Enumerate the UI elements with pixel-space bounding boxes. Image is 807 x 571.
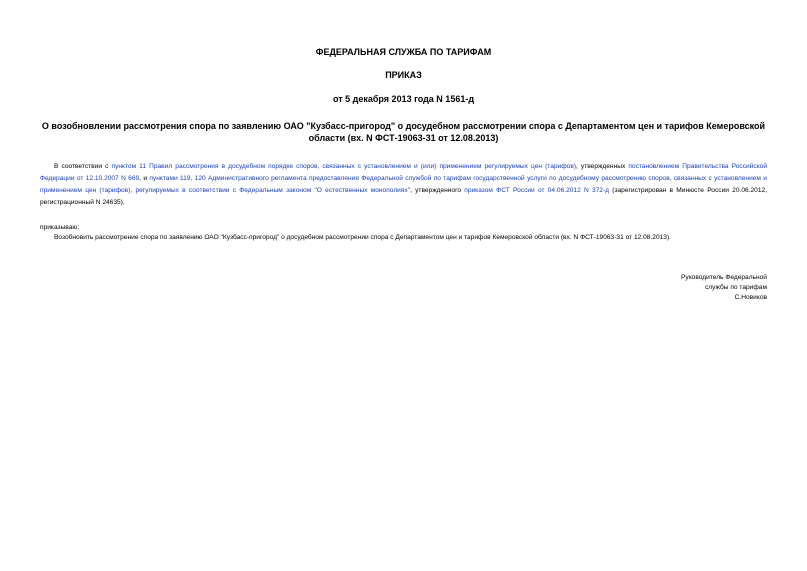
link-point-11[interactable]: пунктом 11	[111, 163, 147, 170]
signature-block	[681, 273, 767, 303]
body-paragraph	[40, 161, 767, 209]
agency-title: ФЕДЕРАЛЬНАЯ СЛУЖБА ПО ТАРИФАМ	[315, 47, 492, 57]
body-text: (зарегистрирован в Минюсте России 20.06.2012, регистрационный N 24635),	[40, 187, 767, 206]
signature-position: Руководитель Федеральной	[681, 274, 767, 281]
body-text: , утвержденных	[576, 163, 629, 170]
order-text: Возобновить рассмотрение спора по заявлению ОАО "Кузбасс-пригород" о досудебном рассмотрении спора с Департаментом цен и тарифов Кемеровской области (вх. N ФСТ-19063-31 от 12.08.2013).	[54, 234, 671, 241]
document-subject: О возобновлении рассмотрения спора по заявлению ОАО "Кузбасс-пригород" о досудебном рассмотрении спора с Департаментом цен и тарифов Кемеровской области (вх. N ФСТ-19063-31 от 12.08.2013)	[41, 121, 766, 143]
signature-service: службы по тарифам	[704, 284, 767, 291]
link-fst-order[interactable]: приказом ФСТ России от 04.06.2012 N 372-д	[464, 187, 610, 194]
body-text: В соответствии с	[54, 163, 112, 170]
body-text: , и	[139, 175, 150, 182]
document-type: ПРИКАЗ	[385, 70, 422, 80]
link-rules[interactable]: Правил рассмотрения в досудебном порядке споров, связанных с установлением и (или) применением регулируемых цен (тарифов)	[149, 163, 577, 170]
body-text: , утвержденного	[410, 187, 465, 194]
signature-name: С.Новиков	[734, 294, 767, 301]
order-word: приказываю:	[40, 224, 80, 231]
link-government-resolution[interactable]: постановлением Правительства Российской Федерации от 12.10.2007 N 669	[40, 163, 767, 182]
link-admin-regulation[interactable]: пунктами 119, 120 Административного регламента предоставления Федеральной службой по тарифам государственной услуги по досудебному рассмотрению споров, связанных с установлением и применением цен (тарифов), регулируемых в соответствии с Федеральным законом "О естественных монополиях"	[40, 175, 767, 194]
document-date-number: от 5 декабря 2013 года N 1561-д	[332, 94, 475, 104]
